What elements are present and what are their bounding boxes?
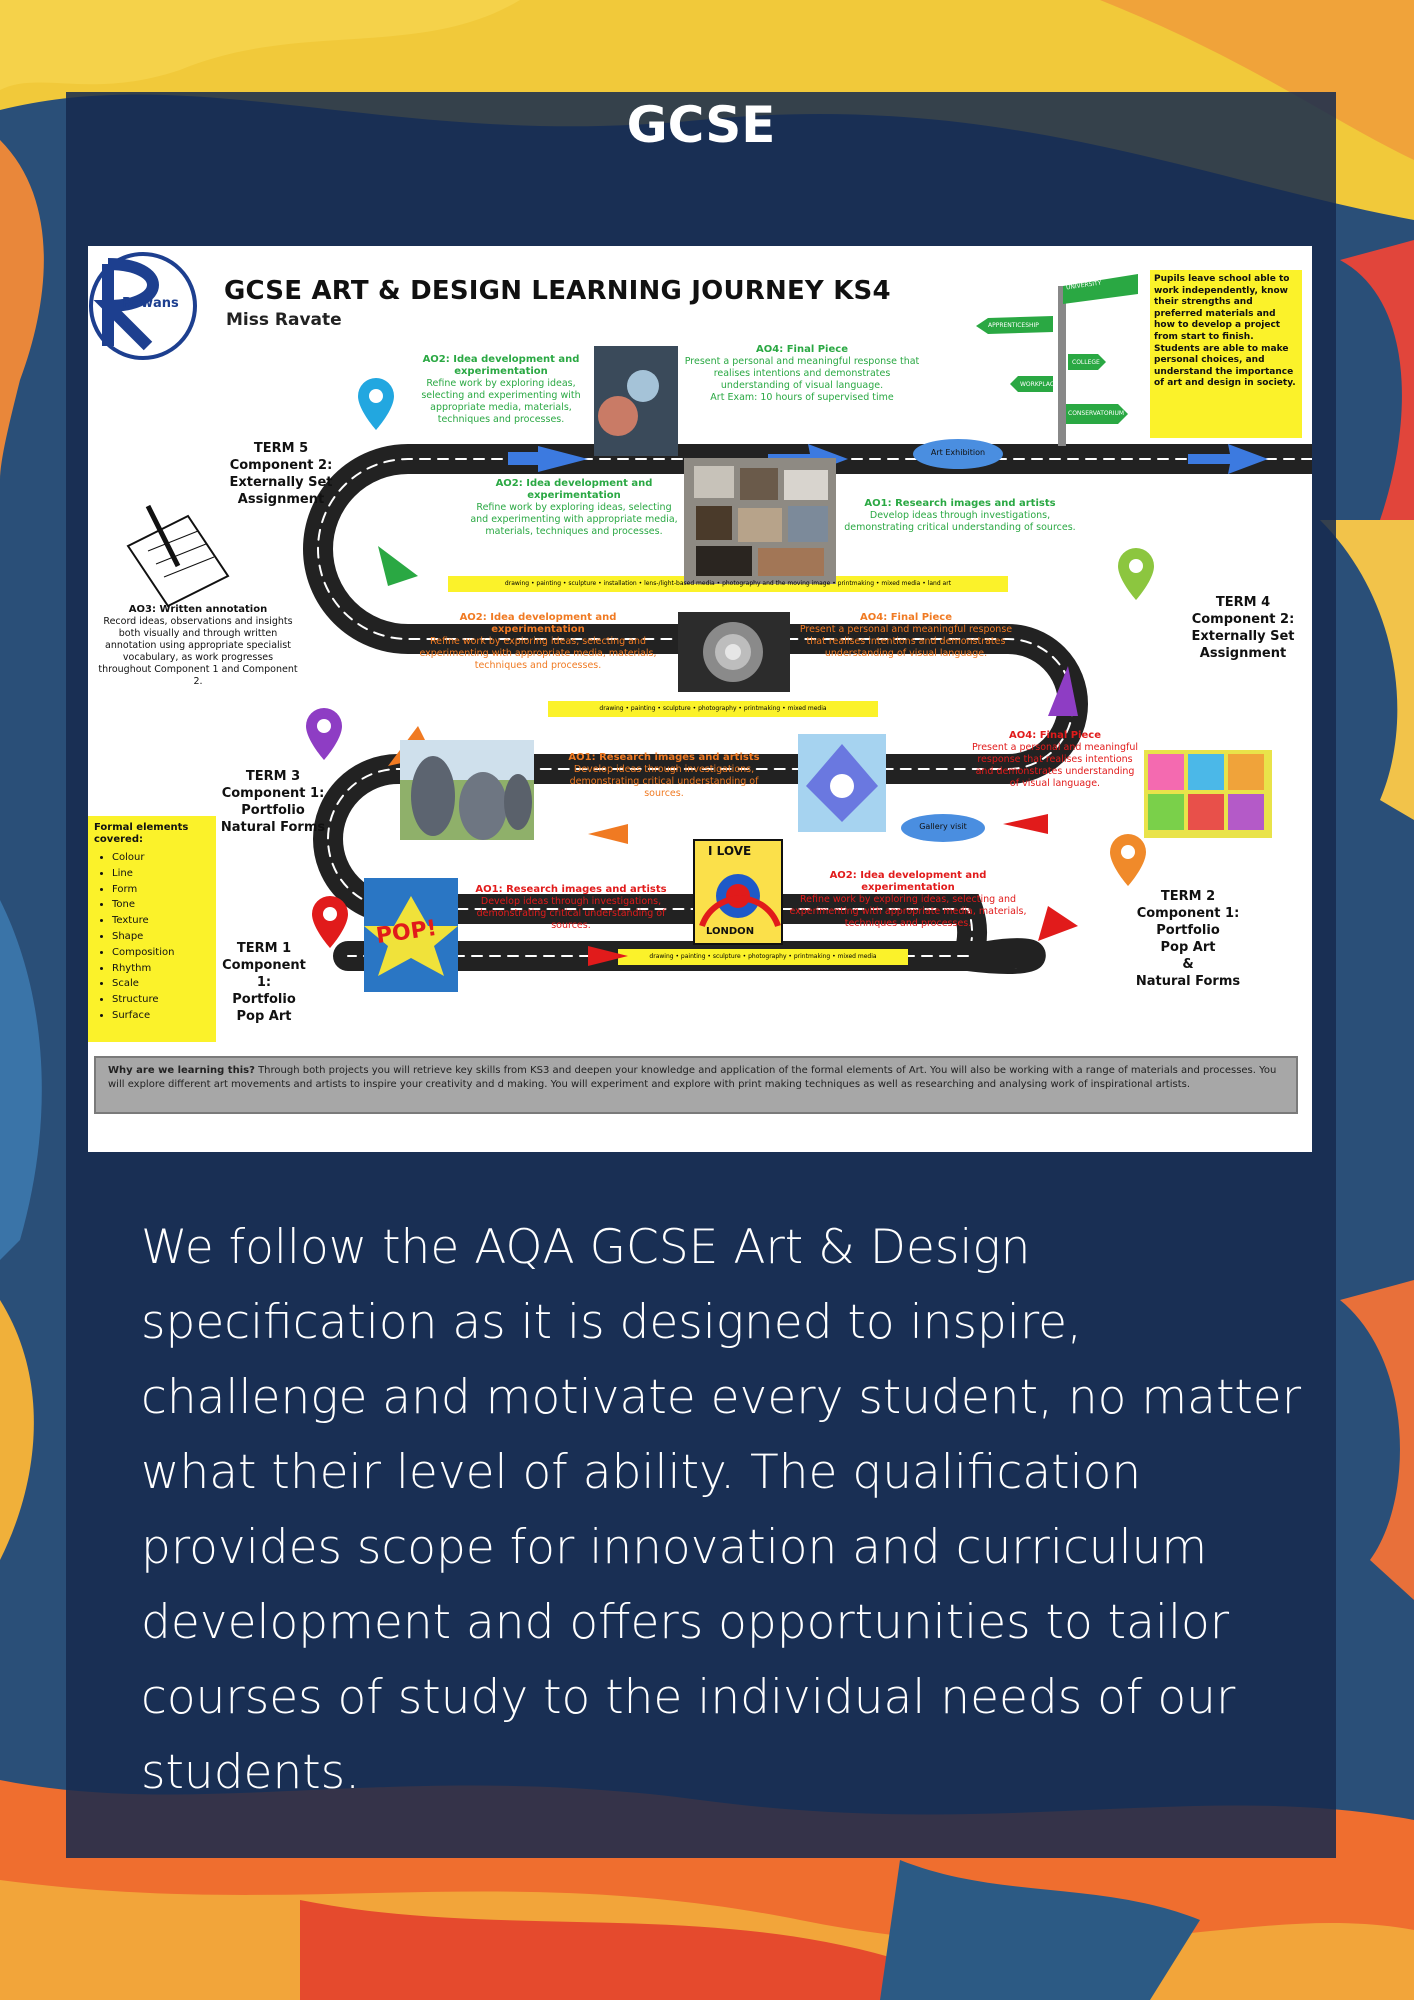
formal-elements-list: [94, 850, 174, 1024]
description-line: specification as it is designed to inspire,: [141, 1295, 1082, 1350]
description-line: We follow the AQA GCSE Art & Design: [141, 1220, 1031, 1275]
annotation-paper-graphic: [128, 506, 228, 606]
t2-ao1-block: [552, 752, 776, 800]
formal-element-item: • Texture: [112, 913, 174, 929]
ao3-block: [98, 604, 298, 688]
formal-element-item: • Scale: [112, 976, 174, 992]
art-exhibition-label: Art Exhibition: [930, 448, 986, 457]
term3-label: TERM 3 Component 1: Portfolio Natural Forms: [220, 769, 326, 835]
marilyn-photo: [1144, 750, 1272, 838]
description-line: development and offers opportunities to tailor: [141, 1595, 1230, 1650]
term2-label: TERM 2 Component 1: Portfolio Pop Art & Natural Forms: [1135, 889, 1241, 989]
t2-ao4-block: [970, 730, 1140, 790]
road-label-3: drawing • painting • sculpture • photography • printmaking • mixed media: [649, 953, 877, 960]
description-paragraph: [141, 1210, 1331, 1810]
t1-ao2-block: [788, 870, 1028, 930]
t4-ao1-block: [840, 498, 1080, 534]
t3-ao4-text: Present a personal and meaningful response that realises intentions and demonstrates understanding of visual language.: [799, 624, 1013, 659]
formal-element-item: • Surface: [112, 1008, 174, 1024]
term1-label: TERM 1 Component 1: Portfolio Pop Art: [222, 941, 306, 1024]
ao3-text: Record ideas, observations and insights both visually and through written annotation using appropriate specialist vocabulary, as work progresses throughout Component 1 and Component 2.: [98, 616, 298, 687]
shell-photo: [678, 612, 790, 692]
ao3-title: AO3: Written annotation: [128, 604, 268, 615]
formal-element-item: • Line: [112, 866, 174, 882]
why-text: Through both projects you will retrieve key skills from KS3 and deepen your knowledge and application of the formal elements of Art. You will also be working with a range of materials and processes. You will explore different art movements and artists to inspire your creativity and d making. You will experiment and explore with print making techniques as well as researching and analysing work of inspirational artists.: [108, 1065, 1277, 1090]
gallery-visit-label: Gallery visit: [919, 822, 967, 831]
t3-ao2-title: AO2: Idea development and experimentation: [459, 612, 617, 635]
t1-ao1-text: Develop ideas through investigations, demonstrating critical understanding of sources.: [476, 896, 666, 931]
road-label-1: drawing • painting • sculpture • installation • lens-/light-based media • photography and the moving image • printmaking • mixed media • land art: [504, 580, 952, 587]
poster-teacher: Miss Ravate: [226, 310, 342, 330]
t5-photo: [594, 346, 678, 456]
sign-workplace: WORKPLACE: [1020, 381, 1058, 388]
description-line: challenge and motivate every student, no matter: [141, 1370, 1302, 1425]
formal-element-item: • Composition: [112, 945, 174, 961]
t5-ao2-text: Refine work by exploring ideas, selecting and experimenting with appropriate media, materials, techniques and processes.: [421, 378, 581, 425]
t3-ao2-block: [418, 612, 658, 672]
t5-ao4-block: [684, 344, 920, 404]
formal-element-item: • Tone: [112, 897, 174, 913]
t2-ao1-text: Develop ideas through investigations, demonstrating critical understanding of sources.: [569, 764, 759, 799]
pupils-note: Pupils leave school able to work independently, know their strengths and preferred materials and how to develop a project from start to finish. Students are able to make personal choices, and understand the importance of art and design in society.: [1154, 274, 1296, 389]
sculpture-photo: [400, 740, 534, 840]
flower-photo: [798, 734, 886, 832]
description-line: courses of study to the individual needs of our: [141, 1670, 1236, 1725]
school-logo-text: Rowans: [122, 296, 179, 311]
i-love-text: I LOVE: [708, 844, 752, 858]
term5-label: TERM 5 Component 2: Externally Set Assignment: [229, 441, 333, 507]
signpost-graphic: [976, 274, 1138, 446]
t4-ao1-text: Develop ideas through investigations, demonstrating critical understanding of sources.: [844, 510, 1076, 533]
london-text: LONDON: [706, 926, 755, 937]
t1-ao2-title: AO2: Idea development and experimentation: [829, 870, 987, 893]
t2-ao4-text: Present a personal and meaningful response that realises intentions and demonstrates understanding of visual language.: [971, 742, 1139, 789]
sign-apprenticeship: APPRENTICESHIP: [988, 322, 1039, 329]
why-learning-box: [94, 1056, 1298, 1114]
formal-element-item: • Colour: [112, 850, 174, 866]
t3-ao4-title: AO4: Final Piece: [860, 612, 952, 623]
formal-elements-heading: Formal elements covered:: [94, 822, 189, 845]
term4-label: TERM 4 Component 2: Externally Set Assignment: [1191, 595, 1295, 661]
t2-ao4-title: AO4: Final Piece: [1009, 730, 1101, 741]
t4-ao2-block: [466, 478, 682, 538]
description-line: students.: [141, 1745, 361, 1800]
formal-element-item: • Rhythm: [112, 961, 174, 977]
formal-element-item: • Structure: [112, 992, 174, 1008]
road-label-2: drawing • painting • sculpture • photography • printmaking • mixed media: [599, 705, 827, 712]
t4-ao2-text: Refine work by exploring ideas, selecting and experimenting with appropriate media, materials, techniques and processes.: [470, 502, 678, 537]
sign-university: UNIVERSITY: [1065, 279, 1102, 292]
pin-term5: [358, 378, 394, 430]
t2-ao1-title: AO1: Research images and artists: [568, 752, 760, 763]
t3-ao4-block: [798, 612, 1014, 660]
t4-ao2-title: AO2: Idea development and experimentation: [495, 478, 653, 501]
t1-ao1-title: AO1: Research images and artists: [475, 884, 667, 895]
t4-ao1-title: AO1: Research images and artists: [864, 498, 1056, 509]
sign-college: COLLEGE: [1072, 359, 1100, 366]
t5-ao2-block: [408, 354, 594, 426]
t1-ao2-text: Refine work by exploring ideas, selecting and experimenting with appropriate media, materials, techniques and processes.: [789, 894, 1027, 929]
t5-ao4-text: Present a personal and meaningful response that realises intentions and demonstrates understanding of visual language.: [684, 356, 920, 391]
t5-ao4-title: AO4: Final Piece: [756, 344, 848, 355]
poster-title: GCSE ART & DESIGN LEARNING JOURNEY KS4: [224, 276, 891, 306]
page-title: GCSE: [626, 96, 776, 154]
why-label: Why are we learning this?: [108, 1065, 255, 1076]
sign-conservatorium: CONSERVATORIUM: [1068, 410, 1125, 417]
description-line: what their level of ability. The qualification: [141, 1445, 1142, 1500]
t1-ao1-block: [456, 884, 686, 932]
t4-collage: [684, 458, 836, 584]
description-line: provides scope for innovation and curriculum: [141, 1520, 1208, 1575]
t5-ao2-title: AO2: Idea development and experimentation: [422, 354, 580, 377]
formal-element-item: • Form: [112, 882, 174, 898]
formal-element-item: • Shape: [112, 929, 174, 945]
learning-journey-poster: [88, 246, 1312, 1152]
t3-ao2-text: Refine work by exploring ideas, selecting and experimenting with appropriate media, materials, techniques and processes.: [419, 636, 657, 671]
t5-exam-text: Art Exam: 10 hours of supervised time: [710, 392, 894, 403]
pop-text: POP!: [374, 915, 439, 950]
